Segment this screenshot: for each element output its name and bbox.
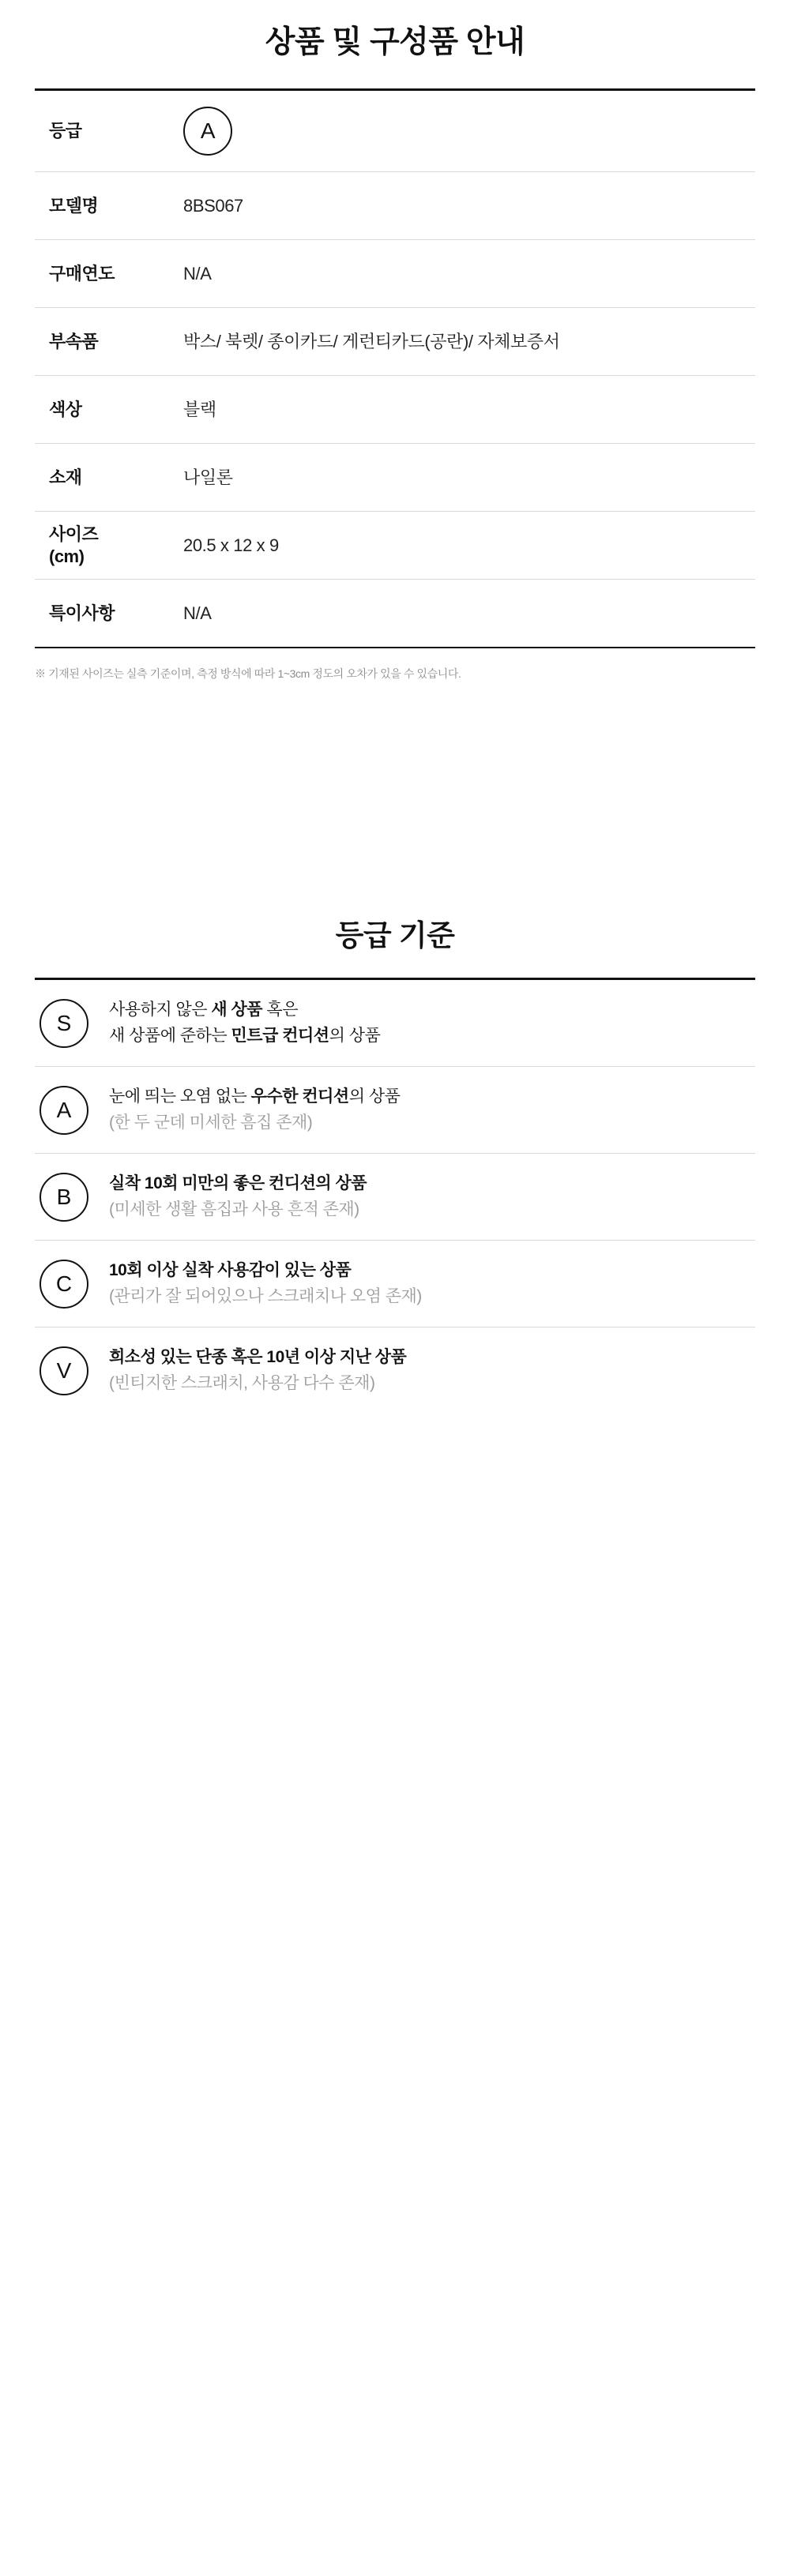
grade-v-line2: (빈티지한 스크래치, 사용감 다수 존재) bbox=[109, 1373, 375, 1392]
list-item bbox=[35, 1067, 755, 1154]
table-row bbox=[35, 376, 755, 444]
product-info-section bbox=[0, 0, 790, 682]
spec-label-material: 소재 bbox=[49, 467, 82, 487]
table-row bbox=[35, 90, 755, 172]
spec-value-size: 20.5 x 12 x 9 bbox=[183, 535, 279, 555]
grade-description-a bbox=[109, 1084, 400, 1136]
spec-label-remarks: 특이사항 bbox=[49, 603, 115, 623]
grade-s-line1-a: 사용하지 않은 bbox=[109, 1001, 212, 1019]
table-row bbox=[35, 580, 755, 648]
grade-badge-a: A bbox=[40, 1086, 88, 1135]
table-row bbox=[35, 444, 755, 512]
spec-label-grade: 등급 bbox=[49, 121, 82, 141]
spec-value-color: 블랙 bbox=[183, 400, 216, 419]
section-divider-space bbox=[0, 682, 790, 911]
grade-description-c bbox=[109, 1258, 422, 1309]
spec-value-model: 8BS067 bbox=[183, 196, 243, 216]
size-note: ※ 기재된 사이즈는 실측 기준이며, 측정 방식에 따라 1~3cm 정도의 오차가 있을 수 있습니다. bbox=[35, 667, 461, 680]
grade-badge-b: B bbox=[40, 1173, 88, 1222]
table-row bbox=[35, 512, 755, 580]
grade-b-line1-bold: 실착 10회 미만 bbox=[109, 1174, 213, 1193]
grade-s-line2-bold: 민트급 컨디션 bbox=[231, 1026, 329, 1045]
table-row bbox=[35, 172, 755, 240]
list-item bbox=[35, 1241, 755, 1327]
list-item bbox=[35, 980, 755, 1067]
spec-value-purchase-year: N/A bbox=[183, 264, 212, 284]
spec-label-size bbox=[35, 512, 183, 580]
grade-b-line1-b: 의 좋은 컨디션의 상품 bbox=[213, 1174, 367, 1193]
spec-value-material: 나일론 bbox=[183, 468, 233, 487]
grade-b-line2: (미세한 생활 흠집과 사용 흔적 존재) bbox=[109, 1200, 359, 1219]
grade-badge-c: C bbox=[40, 1260, 88, 1309]
table-row bbox=[35, 240, 755, 308]
spec-value-grade bbox=[183, 90, 755, 172]
spec-label-color: 색상 bbox=[49, 399, 82, 419]
grade-s-line1-bold: 새 상품 bbox=[211, 1001, 263, 1019]
grade-description-s bbox=[109, 997, 380, 1049]
grade-v-line1-b: 지난 상품 bbox=[335, 1348, 407, 1367]
grade-description-b bbox=[109, 1171, 367, 1222]
grade-c-line1-b: 사용감이 있는 상품 bbox=[213, 1261, 352, 1280]
grade-s-line2-a: 새 상품에 준하는 bbox=[109, 1026, 231, 1045]
grade-badge-v: V bbox=[40, 1346, 88, 1395]
table-row bbox=[35, 308, 755, 376]
spec-label-size-line1: 사이즈 bbox=[49, 524, 99, 544]
page-title: 상품 및 구성품 안내 bbox=[265, 25, 525, 59]
grade-v-line1-a: 희소성 있는 단종 혹은 bbox=[109, 1348, 267, 1367]
spec-value-accessories: 박스/ 북렛/ 종이카드/ 게런티카드(공란)/ 자체보증서 bbox=[183, 332, 560, 351]
grade-c-line1-bold: 10회 이상 실착 bbox=[109, 1261, 213, 1280]
spec-label-accessories: 부속품 bbox=[49, 331, 99, 351]
grade-description-v bbox=[109, 1345, 406, 1396]
grade-a-line1-a: 눈에 띄는 오염 없는 bbox=[109, 1087, 251, 1106]
grade-s-line2-b: 의 상품 bbox=[329, 1026, 381, 1045]
spec-value-remarks: N/A bbox=[183, 603, 212, 623]
grade-a-line1-b: 의 상품 bbox=[348, 1087, 401, 1106]
product-spec-table bbox=[35, 88, 755, 648]
spec-label-purchase-year: 구매연도 bbox=[49, 263, 115, 284]
list-item bbox=[35, 1327, 755, 1414]
grade-badge: A bbox=[183, 107, 232, 156]
list-item bbox=[35, 1154, 755, 1241]
grade-v-line1-bold: 10년 이상 bbox=[266, 1348, 336, 1367]
spec-label-size-line2: (cm) bbox=[49, 546, 85, 566]
grade-criteria-list bbox=[35, 978, 755, 1414]
grade-c-line2: (관리가 잘 되어있으나 스크래치나 오염 존재) bbox=[109, 1286, 422, 1305]
grade-criteria-section bbox=[0, 911, 790, 1414]
spec-label-model: 모델명 bbox=[49, 195, 99, 216]
grade-badge-s: S bbox=[40, 999, 88, 1048]
grade-criteria-title: 등급 기준 bbox=[335, 919, 455, 952]
grade-a-line1-bold: 우수한 컨디션 bbox=[250, 1087, 349, 1106]
grade-a-line2: (한 두 군데 미세한 흠집 존재) bbox=[109, 1113, 313, 1132]
grade-s-line1-b: 혹은 bbox=[262, 1001, 299, 1019]
